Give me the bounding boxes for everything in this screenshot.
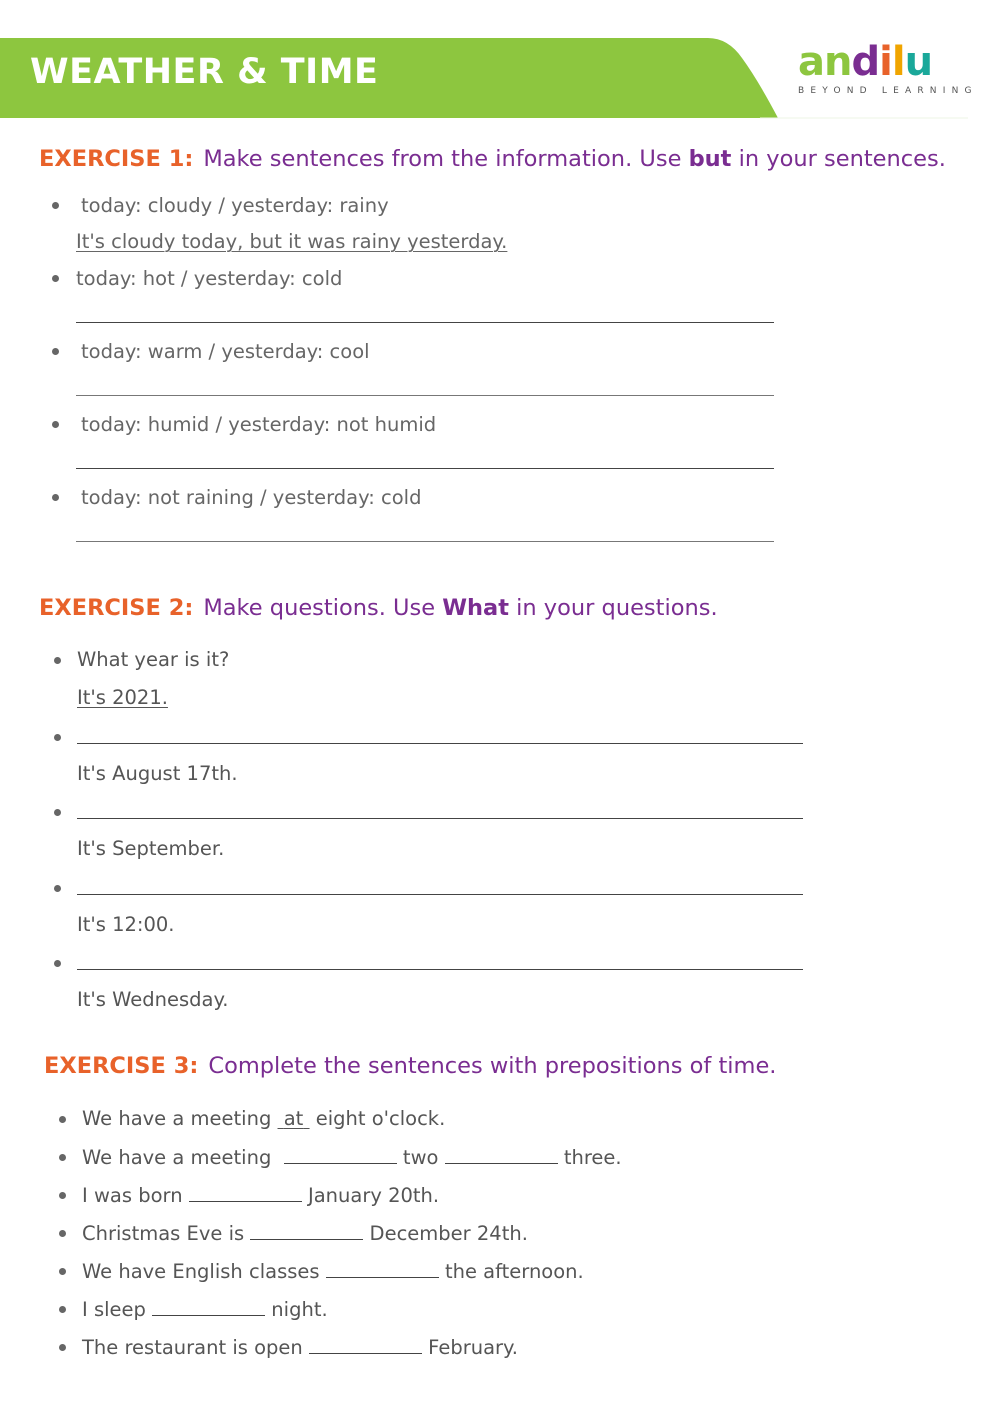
exercise-1-keyword: but <box>688 146 732 172</box>
ex2-answer-1: It's August 17th. <box>77 762 238 785</box>
bullet <box>54 657 61 664</box>
exercise-1-instruction: Make sentences from the information. Use <box>203 146 689 172</box>
ex2-answer-2: It's September. <box>77 837 225 860</box>
ex3-sentence-3 <box>82 1182 439 1207</box>
ex1-answer-line-5[interactable] <box>76 541 774 542</box>
ex3-s3-text-end: January 20th. <box>301 1184 440 1207</box>
ex3-s2-blank-2[interactable] <box>445 1144 558 1164</box>
ex2-example-question: What year is it? <box>77 648 230 671</box>
ex3-s1-text-end: eight o'clock. <box>309 1107 446 1130</box>
ex3-example-answer-text: at <box>283 1107 304 1130</box>
ex3-s2-text-mid: two <box>396 1146 445 1169</box>
bullet <box>52 494 59 501</box>
exercise-1-instruction-end: in your sentences. <box>731 146 946 172</box>
ex2-example-answer: It's 2021. <box>77 686 168 709</box>
exercise-2-instruction: Make questions. Use <box>203 595 443 621</box>
ex3-s1-text: We have a meeting <box>82 1107 278 1130</box>
ex1-answer-line-4[interactable] <box>76 468 774 469</box>
ex3-s4-text-end: December 24th. <box>363 1222 528 1245</box>
bullet <box>54 809 61 816</box>
ex3-s3-text: I was born <box>82 1184 189 1207</box>
exercise-3-heading <box>44 1053 776 1079</box>
andilu-logo: andilu BEYOND LEARNING <box>798 39 978 96</box>
ex3-s4-text: Christmas Eve is <box>82 1222 251 1245</box>
ex3-sentence-6 <box>82 1296 328 1321</box>
ex3-s4-blank[interactable] <box>250 1220 363 1240</box>
ex3-s7-blank[interactable] <box>309 1334 422 1354</box>
ex3-s6-blank[interactable] <box>152 1296 265 1316</box>
ex2-answer-3: It's 12:00. <box>77 913 175 936</box>
ex1-prompt-4: today: humid / yesterday: not humid <box>81 413 437 436</box>
ex1-answer-line-3[interactable] <box>76 395 774 396</box>
ex3-s5-text: We have English classes <box>82 1260 326 1283</box>
bullet <box>59 1306 66 1313</box>
ex3-sentence-5 <box>82 1258 584 1283</box>
ex3-s7-text: The restaurant is open <box>82 1336 309 1359</box>
ex3-s7-text-end: February. <box>421 1336 519 1359</box>
exercise-2-instruction-end: in your questions. <box>508 595 718 621</box>
ex2-question-line-1[interactable] <box>77 743 803 744</box>
ex1-example-answer: It's cloudy today, but it was rainy yesterday. <box>76 230 508 253</box>
bullet <box>54 960 61 967</box>
ex1-prompt-5: today: not raining / yesterday: cold <box>81 486 422 509</box>
ex2-question-line-2[interactable] <box>77 818 803 819</box>
ex3-s3-blank[interactable] <box>189 1182 302 1202</box>
bullet <box>59 1230 66 1237</box>
ex2-question-line-3[interactable] <box>77 894 803 895</box>
ex3-sentence-1 <box>82 1107 445 1130</box>
page-title: WEATHER & TIME <box>30 52 379 92</box>
ex3-s2-text: We have a meeting <box>82 1146 278 1169</box>
bullet <box>59 1116 66 1123</box>
exercise-2-keyword: What <box>442 595 509 621</box>
bullet <box>59 1154 66 1161</box>
bullet <box>54 734 61 741</box>
exercise-1-label: EXERCISE 1: <box>39 146 194 172</box>
bullet <box>59 1268 66 1275</box>
bullet <box>52 348 59 355</box>
ex1-prompt-1: today: cloudy / yesterday: rainy <box>81 194 389 217</box>
ex1-prompt-3: today: warm / yesterday: cool <box>81 340 370 363</box>
ex3-s2-text-end: three. <box>557 1146 622 1169</box>
ex3-example-answer <box>278 1107 310 1130</box>
ex2-answer-4: It's Wednesday. <box>77 988 229 1011</box>
exercise-3-instruction: Complete the sentences with prepositions of time. <box>208 1053 777 1079</box>
exercise-2-label: EXERCISE 2: <box>39 595 194 621</box>
header-banner <box>0 0 1000 125</box>
ex3-s2-blank-1[interactable] <box>284 1144 397 1164</box>
exercise-2-heading <box>39 595 718 621</box>
ex3-sentence-7 <box>82 1334 518 1359</box>
bullet <box>54 885 61 892</box>
bullet <box>52 421 59 428</box>
ex3-s6-text: I sleep <box>82 1298 153 1321</box>
ex3-sentence-2 <box>82 1144 622 1169</box>
ex3-s6-text-end: night. <box>265 1298 328 1321</box>
bullet <box>59 1192 66 1199</box>
ex2-question-line-4[interactable] <box>77 969 803 970</box>
ex1-prompt-2: today: hot / yesterday: cold <box>76 267 343 290</box>
ex3-sentence-4 <box>82 1220 528 1245</box>
ex3-s5-blank[interactable] <box>326 1258 439 1278</box>
logo-tagline: BEYOND LEARNING <box>798 86 978 96</box>
bullet <box>59 1344 66 1351</box>
bullet <box>52 202 59 209</box>
exercise-3-label: EXERCISE 3: <box>44 1053 199 1079</box>
exercise-1-heading <box>39 146 946 172</box>
bullet <box>52 275 59 282</box>
ex3-s5-text-end: the afternoon. <box>438 1260 584 1283</box>
ex1-answer-line-2[interactable] <box>76 322 774 323</box>
